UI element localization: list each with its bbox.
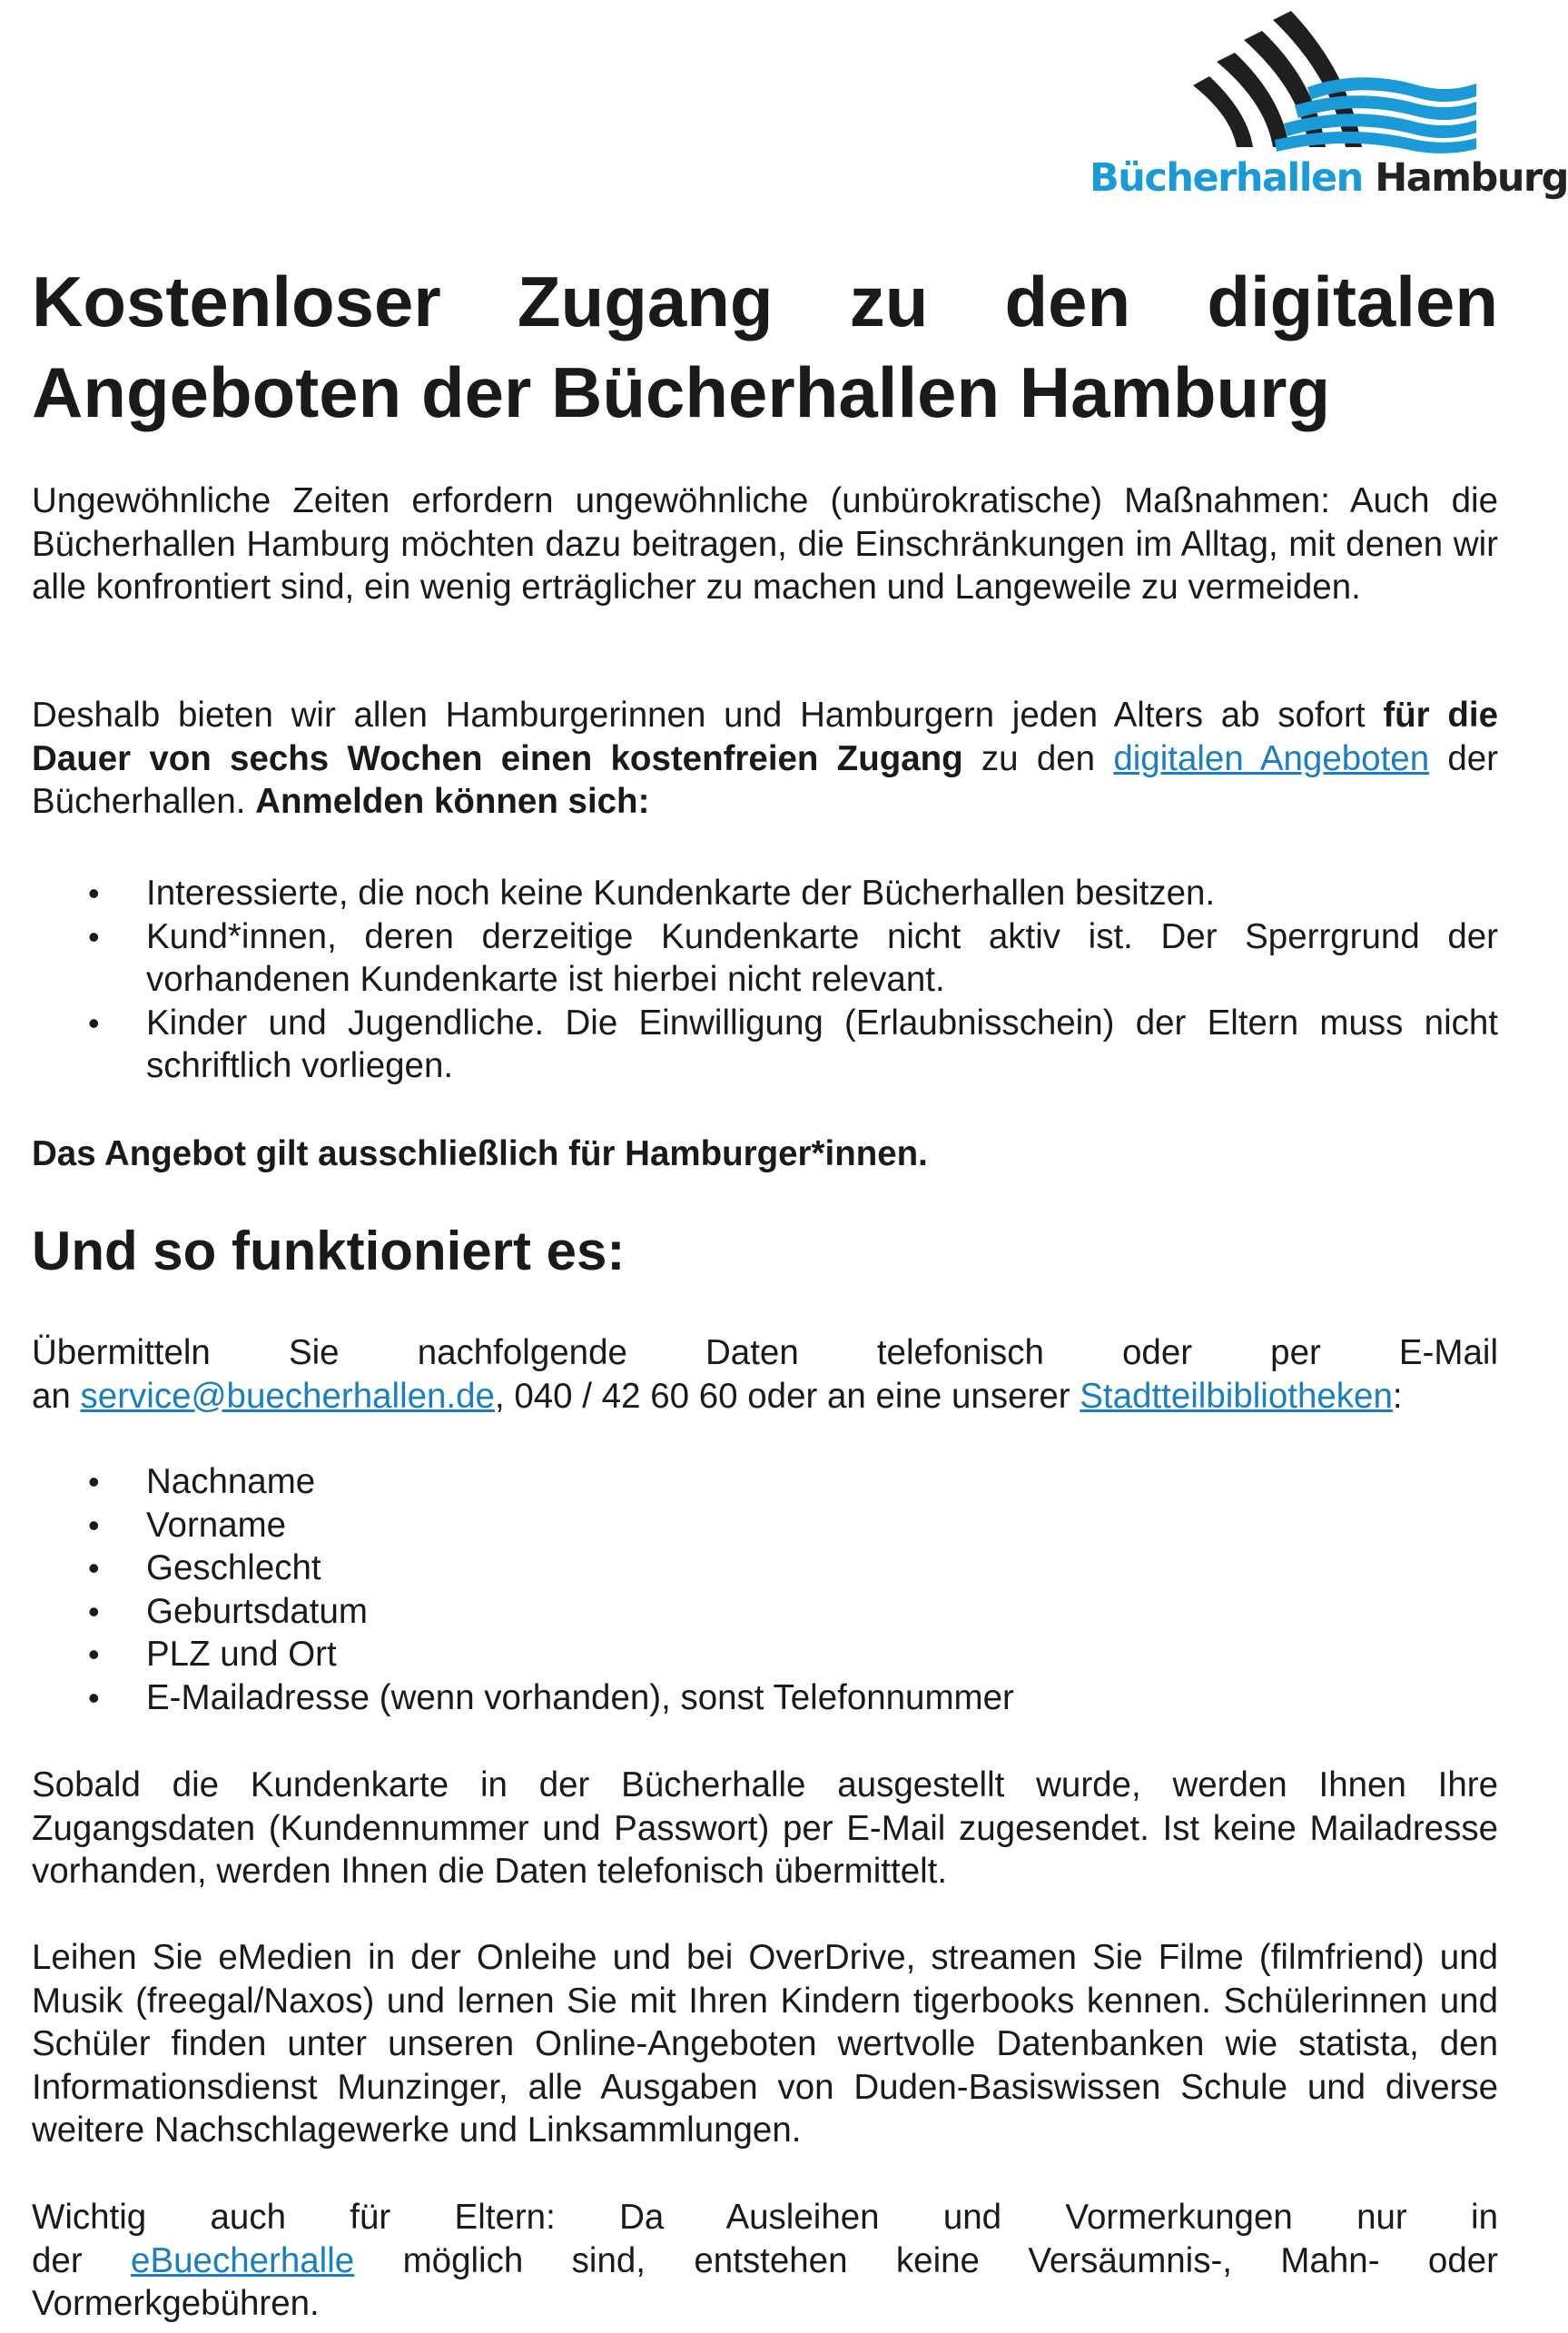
required-fields-list xyxy=(32,1460,1498,1719)
intro-bold-duration: für die Dauer von sechs Wochen einen kostenfreien Zugang xyxy=(32,696,1498,778)
logo-wordmark xyxy=(1090,155,1568,201)
ebuecherhalle-link[interactable]: eBuecherhalle xyxy=(131,2240,355,2280)
logo-name-part1: Bücherhallen xyxy=(1090,155,1363,201)
page-title xyxy=(32,256,1498,438)
title-line-2: Angeboten der Bücherhallen Hamburg xyxy=(32,352,1331,432)
howto-heading: Und so funktioniert es: xyxy=(32,1221,626,1281)
list-item: • Geschlecht xyxy=(32,1547,1498,1590)
list-item: • Kinder und Jugendliche. Die Einwilligung (Erlaubnisschein) der Eltern muss nicht schriftlich vorliegen. xyxy=(32,1002,1498,1088)
logo xyxy=(1080,11,1568,215)
howto-paragraph xyxy=(32,1331,1498,1418)
digital-offers-link[interactable]: digitalen Angeboten xyxy=(1113,738,1430,778)
howto-colon: : xyxy=(1392,1376,1403,1416)
access-data-paragraph: Sobald die Kundenkarte in der Bücherhalle ausgestellt wurde, werden Ihnen Ihre Zugangsdaten (Kundennummer und Passwort) per E-Mail zugesendet. Ist keine Mailadresse vorhanden, werden Ihnen die Daten telefonisch übermittelt. xyxy=(32,1765,1498,1891)
intro-paragraph-1: Ungewöhnliche Zeiten erfordern ungewöhnliche (unbürokratische) Maßnahmen: Auch die Bücherhallen Hamburg möchten dazu beitragen, die Einschränkungen im Alltag, mit denen wir alle konfrontiert sind, ein wenig erträglicher zu machen und Langeweile zu vermeiden. xyxy=(32,481,1498,607)
parents-line-3: Vormerkgebühren. xyxy=(32,2284,320,2323)
list-item: • Vorname xyxy=(32,1504,1498,1547)
parents-prefix: der xyxy=(32,2240,132,2280)
logo-space xyxy=(1363,155,1375,201)
intro-text-1: Deshalb bieten wir allen Hamburgerinnen und Hamburgern jeden Alters ab sofort xyxy=(32,696,1384,735)
howto-line-1: Übermitteln Sie nachfolgende Daten telefonisch oder per E-Mail xyxy=(32,1333,1498,1372)
parents-line-2-rest: möglich sind, entstehen keine Versäumnis-, Mahn- oder xyxy=(354,2240,1498,2280)
howto-prefix: an xyxy=(32,1376,81,1416)
media-offers-paragraph: Leihen Sie eMedien in der Onleihe und bei OverDrive, streamen Sie Filme (filmfriend) und Musik (freegal/Naxos) und lernen Sie mit Ihren Kindern tigerbooks kennen. Schülerinnen und Schüler finden unter unseren Online-Angeboten wertvolle Datenbanken wie statista, den Informationsdienst Munzinger, alle Ausgaben von Duden-Basiswissen Schule und diverse weitere Nachschlagewerke und Linksammlungen. xyxy=(32,1938,1498,2150)
eligibility-list xyxy=(32,872,1498,1088)
parents-paragraph xyxy=(32,2196,1498,2326)
howto-phone-text: , 040 / 42 60 60 oder an eine unserer xyxy=(494,1376,1080,1416)
list-item: • PLZ und Ort xyxy=(32,1633,1498,1676)
list-item: • Kund*innen, deren derzeitige Kundenkarte nicht aktiv ist. Der Sperrgrund der vorhandenen Kundenkarte ist hierbei nicht relevant. xyxy=(32,915,1498,1002)
parents-line-2 xyxy=(32,2239,1498,2283)
parents-line-1: Wichtig auch für Eltern: Da Ausleihen und Vormerkungen nur in xyxy=(32,2198,1498,2237)
intro-bold-register: Anmelden können sich: xyxy=(255,782,650,821)
intro-text-2: zu den xyxy=(962,738,1114,778)
list-item: • Nachname xyxy=(32,1460,1498,1504)
intro-text-3: der Bücherhallen. xyxy=(32,738,1498,821)
intro-paragraph-2 xyxy=(32,694,1498,824)
howto-line-2 xyxy=(32,1375,1498,1419)
title-line-1: Kostenloser Zugang zu den digitalen xyxy=(32,262,1498,341)
logo-name-part2: Hamburg xyxy=(1375,155,1568,201)
list-item: • Interessierte, die noch keine Kundenkarte der Bücherhallen besitzen. xyxy=(32,872,1498,915)
list-item: • E-Mailadresse (wenn vorhanden), sonst Telefonnummer xyxy=(32,1676,1498,1720)
notice-hamburg-only: Das Angebot gilt ausschließlich für Hamburger*innen. xyxy=(32,1134,928,1173)
service-email-link[interactable]: service@buecherhallen.de xyxy=(80,1376,495,1416)
branches-link[interactable]: Stadtteilbibliotheken xyxy=(1080,1376,1393,1416)
list-item: • Geburtsdatum xyxy=(32,1590,1498,1634)
book-pages-icon xyxy=(1080,11,1480,156)
